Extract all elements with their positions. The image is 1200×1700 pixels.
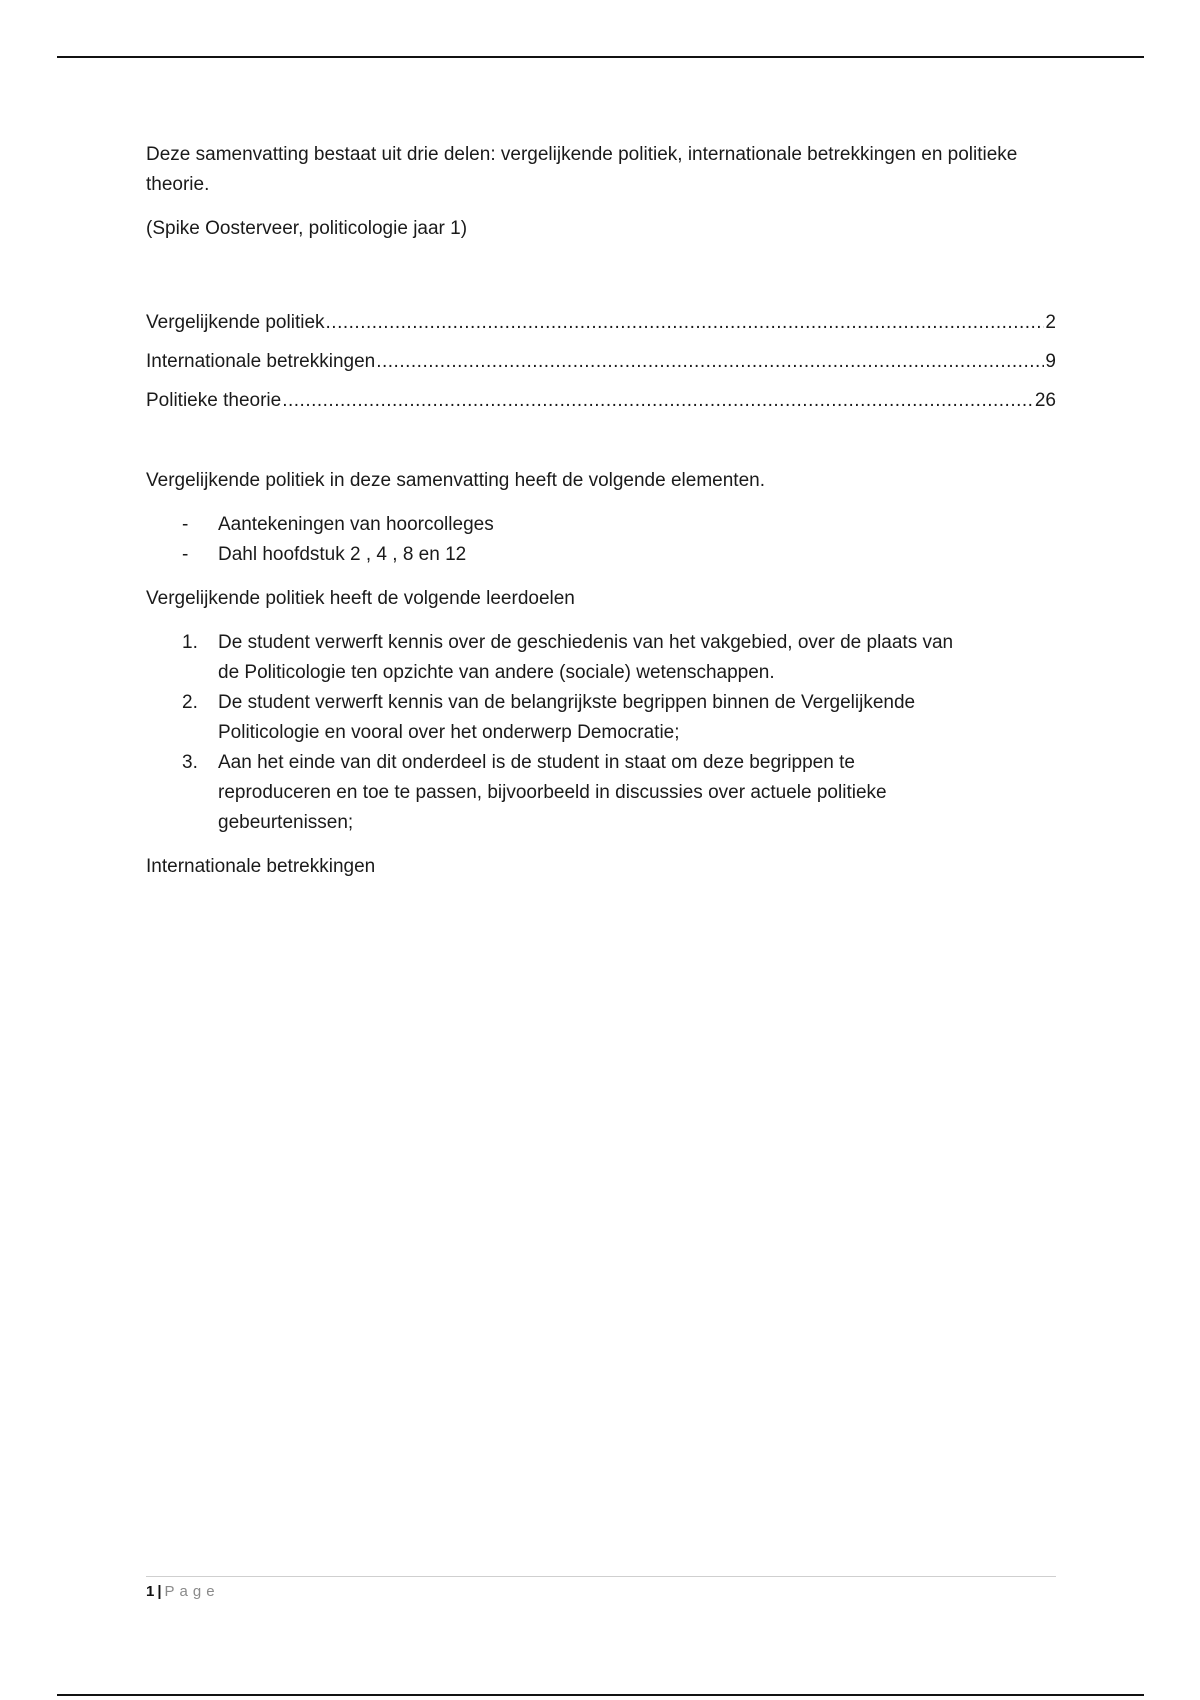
toc-leader-dots — [326, 308, 1045, 338]
toc-entry-politieke-theorie[interactable] — [146, 386, 1056, 416]
learning-goals-list — [146, 628, 966, 838]
list-item-text: Dahl hoofdstuk 2 , 4 , 8 en 12 — [218, 544, 467, 565]
list-item — [146, 748, 966, 838]
list-item-text: Aantekeningen van hoorcolleges — [218, 514, 494, 535]
list-item-text: De student verwerft kennis over de geschiedenis van het vakgebied, over de plaats van de Politicologie ten opzichte van andere (sociale) wetenschappen. — [218, 632, 954, 683]
toc-entry-page: 9 — [1045, 351, 1056, 372]
toc-entry-page: 2 — [1045, 312, 1056, 333]
footer-page-number: 1 — [146, 1583, 155, 1600]
list-number: 1. — [182, 632, 198, 653]
elements-intro: Vergelijkende politiek in deze samenvatting heeft de volgende elementen. — [146, 470, 765, 491]
toc-entry-title: Politieke theorie — [146, 390, 282, 411]
intro-paragraph: Deze samenvatting bestaat uit drie delen: vergelijkende politiek, internationale betrekkingen en politieke theorie. — [146, 144, 1018, 195]
list-item — [146, 628, 966, 688]
toc-leader-dots — [376, 347, 1044, 377]
dash-marker: - — [182, 514, 189, 535]
list-number: 3. — [182, 752, 198, 773]
next-section-heading: Internationale betrekkingen — [146, 856, 376, 877]
page-footer — [146, 1576, 1056, 1603]
document-page — [146, 140, 1056, 882]
header-rule — [57, 56, 1144, 58]
list-item-text: De student verwerft kennis van de belangrijkste begrippen binnen de Vergelijkende Politicologie en vooral over het onderwerp Democratie; — [218, 692, 916, 743]
toc-entry-vergelijkende-politiek[interactable] — [146, 308, 1056, 338]
goals-intro: Vergelijkende politiek heeft de volgende leerdoelen — [146, 588, 575, 609]
list-number: 2. — [182, 692, 198, 713]
list-item-text: Aan het einde van dit onderdeel is de student in staat om deze begrippen te reproduceren en toe te passen, bijvoorbeeld in discussies over actuele politieke gebeurtenissen; — [218, 752, 887, 833]
toc-leader-dots — [282, 386, 1034, 416]
toc-entry-title: Vergelijkende politiek — [146, 312, 325, 333]
toc-entry-page: 26 — [1034, 390, 1056, 411]
toc-entry-internationale-betrekkingen[interactable] — [146, 347, 1056, 377]
table-of-contents — [146, 308, 1056, 416]
dash-marker: - — [182, 544, 189, 565]
list-item — [146, 540, 1056, 570]
bottom-rule — [57, 1694, 1144, 1696]
toc-entry-title: Internationale betrekkingen — [146, 351, 376, 372]
footer-page-label: Page — [164, 1583, 220, 1600]
list-item — [146, 510, 1056, 540]
elements-list — [146, 510, 1056, 570]
list-item — [146, 688, 966, 748]
author-line: (Spike Oosterveer, politicologie jaar 1) — [146, 218, 468, 239]
footer-separator: | — [157, 1583, 162, 1600]
